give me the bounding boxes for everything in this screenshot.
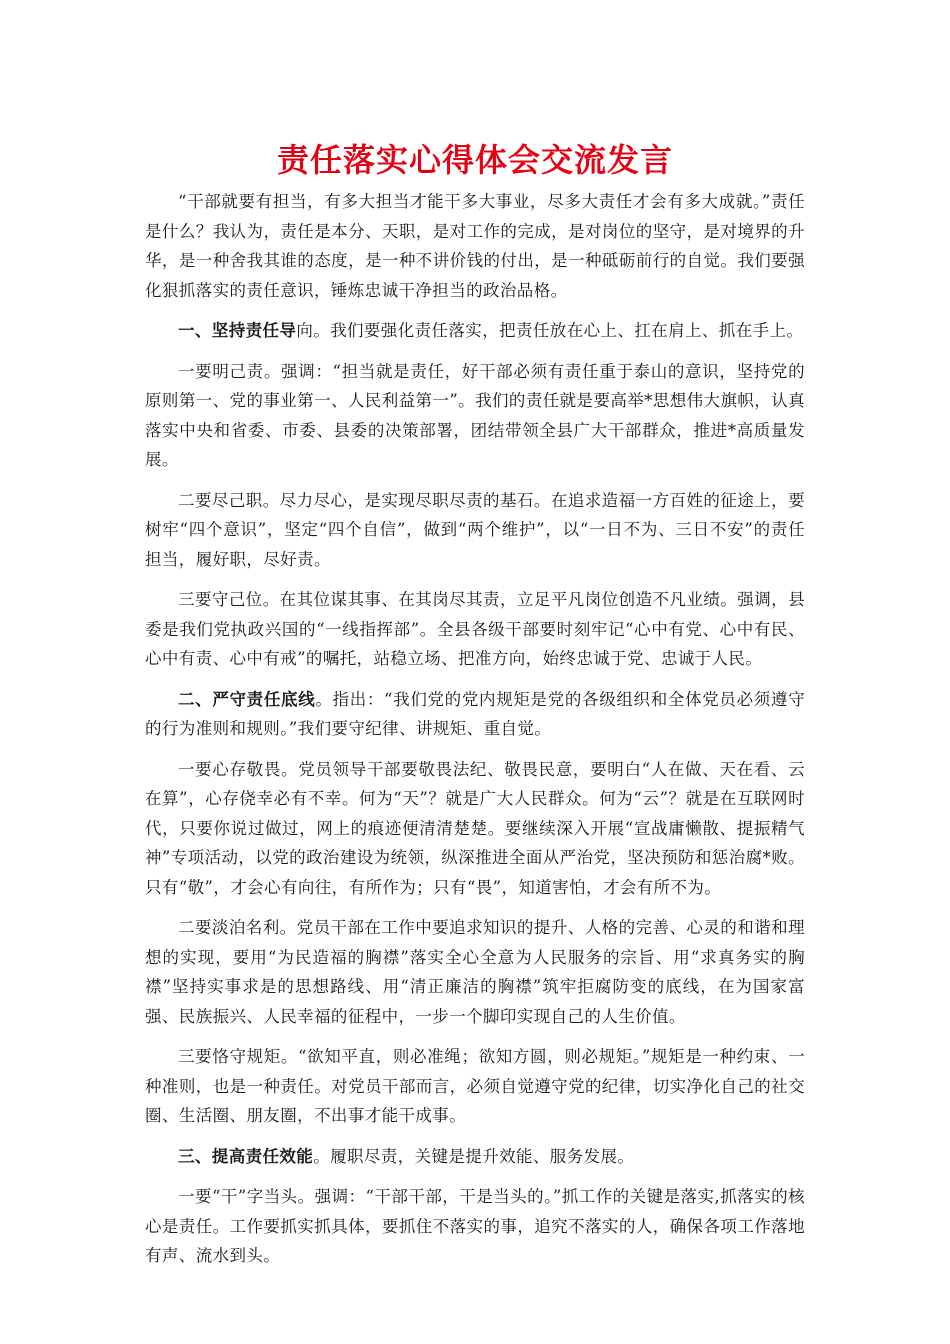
- paragraph-text: 向。我们要强化责任落实，把责任放在心上、扛在肩上、抓在手上。: [296, 321, 804, 340]
- paragraph: [145, 913, 805, 1031]
- section-heading-1: [145, 316, 805, 346]
- paragraph-text: 三要守己位。在其位谋其事、在其岗尽其责，立足平凡岗位创造不凡业绩。强调，县委是我们党执政兴国的“一线指挥部”。全县各级干部要时刻牢记“心中有党、心中有民、心中有责、心中有戒”的嘱托，站稳立场、把准方向，始终忠诚于党、忠诚于人民。: [145, 590, 805, 668]
- paragraph: [145, 755, 805, 903]
- paragraph-text: 三要恪守规矩。“欲知平直，则必准绳；欲知方圆，则必规矩。”规矩是一种约束、一种准则，也是一种责任。对党员干部而言，必须自觉遵守党的纪律，切实净化自己的社交圈、生活圈、朋友圈，不出事才能干成事。: [145, 1047, 805, 1125]
- paragraph-lead: 三、提高责任效能: [178, 1146, 314, 1166]
- paragraph-text: 二要尽己职。尽力尽心，是实现尽职尽责的基石。在追求造福一方百姓的征途上，要树牢“四个意识”，坚定“四个自信”，做到“两个维护”，以“一日不为、三日不安”的责任担当，履好职，尽好责。: [145, 490, 805, 569]
- paragraph: [145, 1042, 805, 1131]
- paragraph: [145, 357, 805, 475]
- paragraph-text: 一要心存敬畏。党员领导干部要敬畏法纪、敬畏民意，要明白“人在做、天在看、云在算”，心存侥幸必有不幸。何为“天”？就是广大人民群众。何为“云”？就是在互联网时代，只要你说过做过，网上的痕迹便清清楚楚。要继续深入开展“宣战庸懒散、提振精气神”专项活动，以党的政治建设为统领，纵深推进全面从严治党，坚决预防和惩治腐*败。只有“敬”，才会心有向往，有所作为；只有“畏”，知道害怕，才会有所不为。: [145, 759, 805, 897]
- document-body: [145, 187, 805, 1282]
- paragraph-text: 一要明己责。强调：“担当就是责任，好干部必须有责任重于泰山的意识，坚持党的原则第一、党的事业第一、人民利益第一”。我们的责任就是要高举*思想伟大旗帜，认真落实中央和省委、市委、县委的决策部署，团结带领全县广大干部群众，推进*高质量发展。: [145, 361, 805, 469]
- paragraph-text: 。指出：“我们党的党内规矩是党的各级组织和全体党员必须遵守的行为准则和规则。”我们要守纪律、讲规矩、重自觉。: [145, 689, 805, 738]
- section-heading-2: [145, 685, 805, 744]
- section-heading-3: [145, 1142, 805, 1172]
- paragraph: [145, 486, 805, 575]
- paragraph: [145, 585, 805, 674]
- paragraph-lead: 一、坚持责任导: [178, 321, 297, 340]
- paragraph-text: 。履职尽责，关键是提升效能、服务发展。: [313, 1146, 635, 1166]
- paragraph-lead: 二、严守责任底线: [178, 689, 316, 709]
- paragraph-intro: [145, 187, 805, 305]
- paragraph: [145, 1182, 805, 1271]
- document-title: 责任落实心得体会交流发言: [276, 141, 673, 179]
- paragraph-text: 二要淡泊名利。党员干部在工作中要追求知识的提升、人格的完善、心灵的和谐和理想的实现，要用“为民造福的胸襟”落实全心全意为人民服务的宗旨、用“求真务实的胸襟”坚持实事求是的思想路线、用“清正廉洁的胸襟”筑牢拒腐防变的底线，在为国家富强、民族振兴、人民幸福的征程中，一步一个脚印实现自己的人生价值。: [145, 918, 805, 1026]
- paragraph-text: 一要“干”字当头。强调：“干部干部，干是当头的。”抓工作的关键是落实,抓落实的核心是责任。工作要抓实抓具体，要抓住不落实的事，追究不落实的人，确保各项工作落地有声、流水到头。: [145, 1187, 805, 1265]
- paragraph-text: “干部就要有担当，有多大担当才能干多大事业，尽多大责任才会有多大成就。”责任是什么？我认为，责任是本分、天职，是对工作的完成，是对岗位的坚守，是对境界的升华，是一种舍我其谁的态度，是一种不讲价钱的付出，是一种砥砺前行的自觉。我们要强化狠抓落实的责任意识，锤炼忠诚干净担当的政治品格。: [145, 192, 805, 300]
- document-page: [145, 0, 805, 1344]
